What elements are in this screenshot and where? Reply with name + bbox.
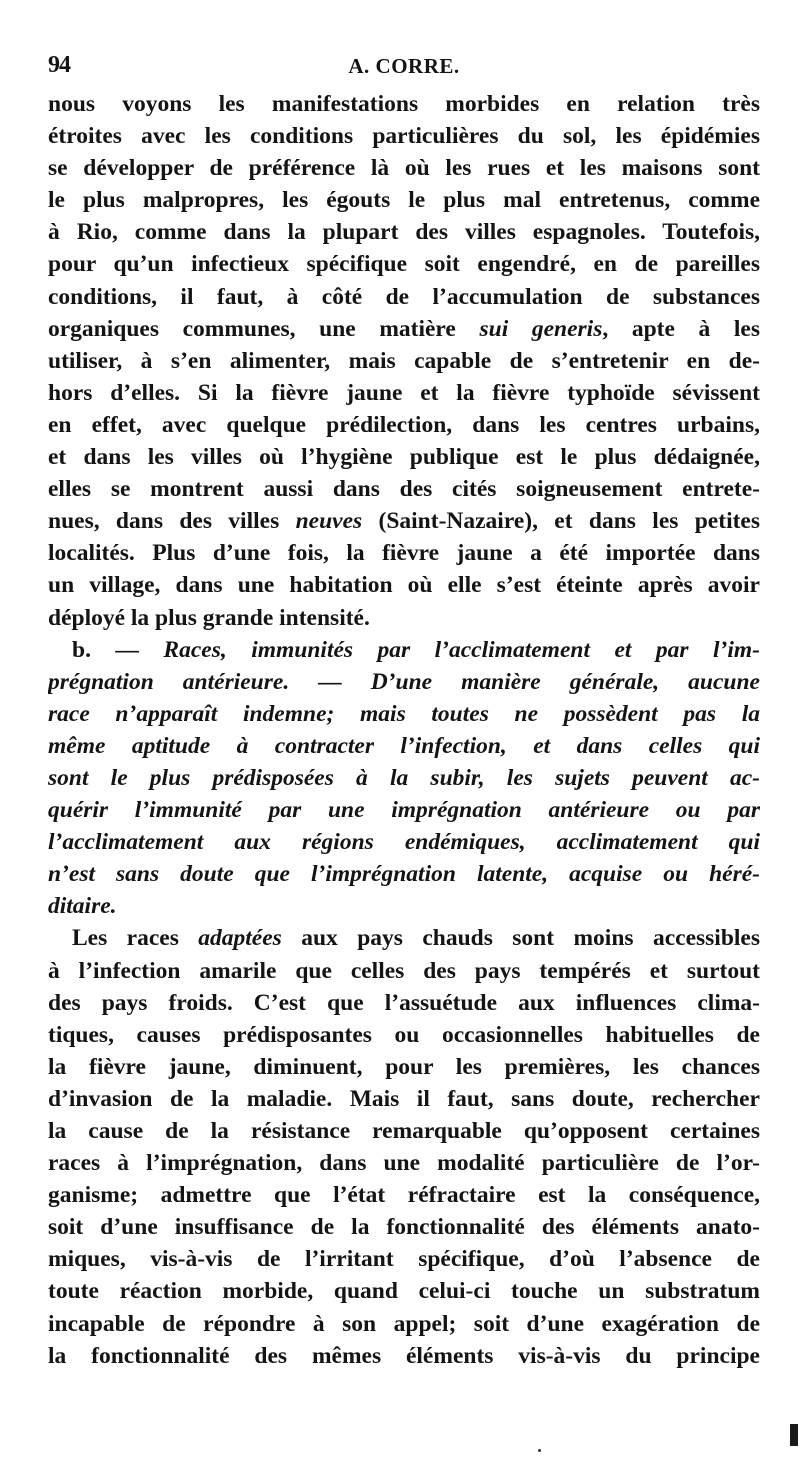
text-run: un village, dans une habitation où elle s’est éteinte après avoir [48, 572, 760, 599]
text-line [48, 1211, 760, 1243]
text-line [48, 890, 760, 922]
text-run: le plus malpropres, les égouts le plus mal entretenus, comme [48, 187, 760, 214]
text-line [48, 345, 760, 377]
text-run: tiques, causes prédisposantes ou occasionnelles habituelles de [48, 1021, 760, 1048]
italic-text: prégnation antérieure. — D’une manière générale, aucune [48, 668, 760, 695]
text-run: races à l’imprégnation, dans une modalité particulière de l’or- [48, 1150, 760, 1177]
text-line [48, 248, 760, 280]
text-run: la fonctionnalité des mêmes éléments vis-à-vis du principe [48, 1342, 760, 1369]
text-line [48, 569, 760, 601]
text-run: toute réaction morbide, quand celui-ci touche un substratum [48, 1278, 760, 1305]
text-line [48, 313, 760, 345]
text-line [48, 1051, 760, 1083]
text-run: des pays froids. C’est que l’assuétude aux influences clima- [48, 989, 760, 1016]
italic-text: race n’apparaît indemne; mais toutes ne possèdent pas la [48, 700, 760, 727]
italic-text: même aptitude à contracter l’infection, et dans celles qui [48, 732, 760, 759]
text-run: et dans les villes où l’hygiène publique est le plus dédaignée, [48, 444, 760, 471]
text-line [48, 666, 760, 698]
text-line [48, 184, 760, 216]
text-run: b. — [72, 636, 164, 663]
italic-text: adaptées [198, 925, 282, 952]
text-line [48, 794, 760, 826]
text-line [48, 152, 760, 184]
text-line [48, 858, 760, 890]
text-line [48, 1308, 760, 1340]
text-run: organiques communes, une matière [48, 315, 480, 342]
text-run: aux pays chauds sont moins accessibles [281, 925, 760, 952]
italic-text: quérir l’immunité par une imprégnation antérieure ou par [48, 797, 760, 824]
text-run: étroites avec les conditions particulières du sol, les épidémies [48, 123, 760, 150]
text-run: ganisme; admettre que l’état réfractaire est la conséquence, [48, 1182, 760, 1209]
italic-text: n’est sans doute que l’imprégnation latente, acquise ou héré- [48, 861, 760, 888]
text-line [48, 281, 760, 313]
text-run: (Saint-Nazaire), et dans les petites [362, 508, 760, 535]
scan-edge-mark [790, 1424, 798, 1446]
italic-text: Races, immunités par l’acclimatement et par l’im- [163, 636, 760, 663]
text-run: en effet, avec quelque prédilection, dans les centres urbains, [48, 411, 760, 438]
text-run: utiliser, à s’en alimenter, mais capable de s’entretenir en de- [48, 347, 760, 374]
text-line [48, 602, 760, 634]
text-run: localités. Plus d’une fois, la fièvre jaune a été importée dans [48, 540, 760, 567]
text-line [48, 1083, 760, 1115]
text-line [48, 826, 760, 858]
text-run: pour qu’un infectieux spécifique soit engendré, en de pareilles [48, 251, 760, 278]
text-line [48, 762, 760, 794]
text-run: soit d’une insuffisance de la fonctionnalité des éléments anato- [48, 1214, 760, 1241]
text-line [48, 1243, 760, 1275]
text-run: Les races [72, 925, 199, 952]
scan-speck [538, 1449, 541, 1452]
page-header [48, 52, 760, 86]
text-run: nous voyons les manifestations morbides en relation très [48, 91, 760, 117]
text-line [48, 1179, 760, 1211]
text-run: à l’infection amarile que celles des pays tempérés et surtout [48, 957, 760, 984]
italic-text: neuves [295, 508, 363, 535]
text-line [48, 1340, 760, 1372]
text-line [48, 120, 760, 152]
text-line [48, 955, 760, 987]
text-run: miques, vis-à-vis de l’irritant spécifique, d’où l’absence de [48, 1246, 760, 1273]
text-run: la fièvre jaune, diminuent, pour les premières, les chances [48, 1053, 760, 1080]
text-line [48, 441, 760, 473]
text-run: d’invasion de la maladie. Mais il faut, sans doute, rechercher [48, 1085, 760, 1112]
italic-text: sui generis [479, 315, 603, 342]
text-line [48, 88, 760, 120]
text-run: hors d’elles. Si la fièvre jaune et la fièvre typhoïde sévissent [48, 379, 760, 406]
page-text [48, 88, 760, 1372]
text-line [48, 473, 760, 505]
text-line [48, 698, 760, 730]
text-line [48, 537, 760, 569]
text-line [48, 634, 760, 666]
text-line [48, 730, 760, 762]
text-line [48, 922, 760, 954]
text-run: elles se montrent aussi dans des cités soigneusement entrete- [48, 476, 760, 503]
text-line [48, 216, 760, 248]
running-head: A. CORRE. [348, 54, 460, 78]
text-line [48, 1115, 760, 1147]
text-run: , apte à les [602, 315, 760, 342]
text-run: déployé la plus grande intensité. [48, 604, 370, 631]
text-line [48, 1275, 760, 1307]
text-line [48, 1019, 760, 1051]
italic-text: ditaire. [48, 893, 117, 920]
text-line [48, 987, 760, 1019]
italic-text: l’acclimatement aux régions endémiques, acclimatement qui [48, 829, 760, 856]
text-line [48, 377, 760, 409]
text-run: à Rio, comme dans la plupart des villes espagnoles. Toutefois, [48, 219, 760, 246]
page-number: 94 [48, 52, 70, 78]
text-run: se développer de préférence là où les rues et les maisons sont [48, 155, 760, 182]
text-line [48, 409, 760, 441]
text-run: incapable de répondre à son appel; soit d’une exagération de [48, 1310, 760, 1337]
text-run: conditions, il faut, à côté de l’accumulation de substances [48, 283, 760, 310]
text-line [48, 1147, 760, 1179]
text-line [48, 505, 760, 537]
italic-text: sont le plus prédisposées à la subir, les sujets peuvent ac- [48, 764, 760, 791]
text-run: la cause de la résistance remarquable qu’opposent certaines [48, 1118, 760, 1144]
text-run: nues, dans des villes [48, 508, 296, 535]
